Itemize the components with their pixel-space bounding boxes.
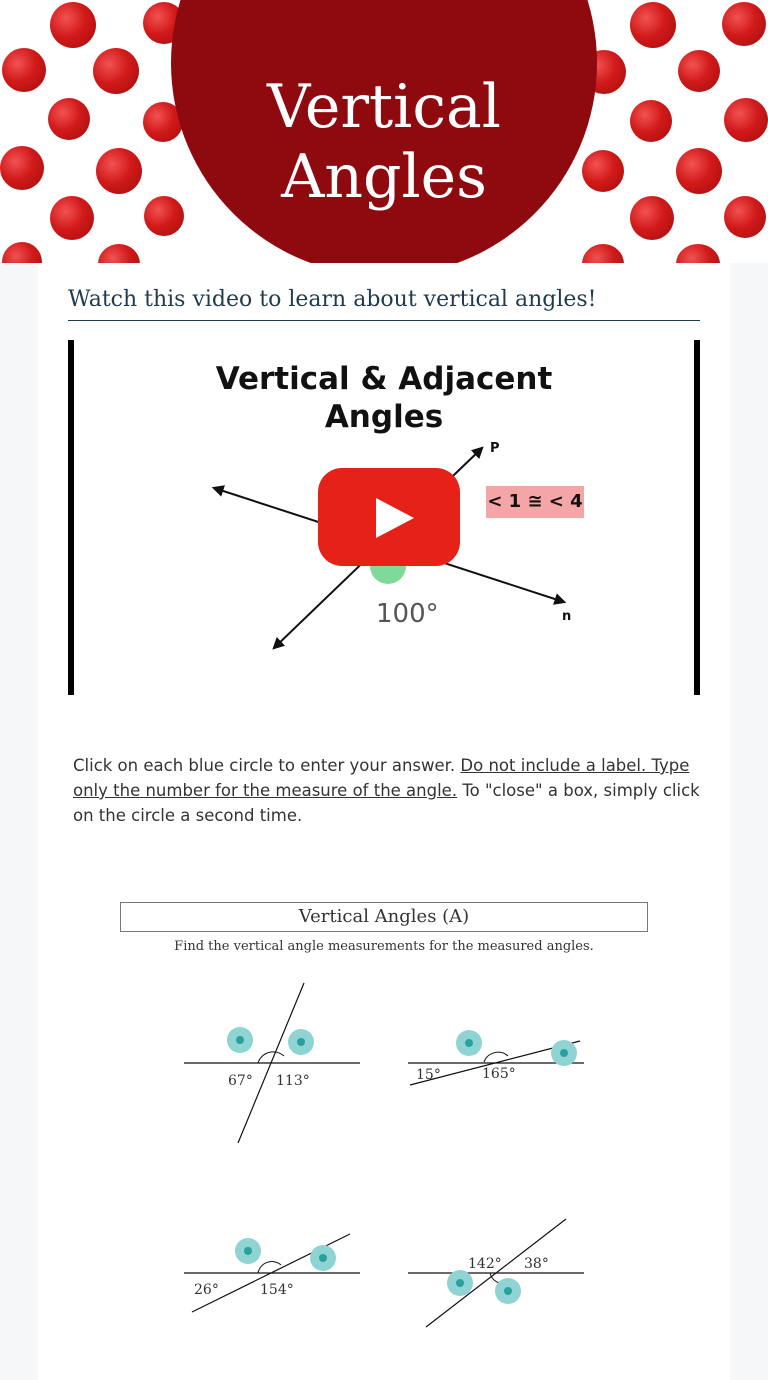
angle-label: 67° <box>228 1073 253 1089</box>
angle-label: 154° <box>260 1282 294 1298</box>
answer-circle-dot <box>465 1039 473 1047</box>
angle-label: 165° <box>482 1066 516 1082</box>
answer-circle-dot <box>297 1038 305 1046</box>
title-line-1: Vertical <box>267 72 501 142</box>
video-title-line-2: Angles <box>324 399 444 435</box>
thumbnail-label-n: n <box>562 609 572 624</box>
worksheet-card <box>38 263 730 1380</box>
polka-dot <box>630 196 674 240</box>
instructions-part-1: Click on each blue circle to enter your answer. <box>73 756 461 775</box>
page-title <box>171 72 597 212</box>
polka-dot <box>676 148 722 194</box>
polka-dot <box>2 242 42 263</box>
polka-dot <box>724 98 768 142</box>
polka-dot <box>48 98 90 140</box>
worksheet-subtitle: Find the vertical angle measurements for the measured angles. <box>174 939 594 954</box>
video-title-line-1: Vertical & Adjacent <box>215 361 553 397</box>
video-player[interactable] <box>68 340 700 695</box>
polka-dot <box>98 244 140 263</box>
polka-dot <box>630 2 676 48</box>
polka-dot <box>630 100 672 142</box>
thumbnail-angle-value: 100° <box>376 599 439 629</box>
section-heading: Watch this video to learn about vertical angles! <box>68 287 700 321</box>
polka-dot <box>722 2 766 46</box>
polka-dot <box>93 48 139 94</box>
angle-label: 38° <box>524 1256 549 1272</box>
header-banner <box>0 0 768 263</box>
problem-4-diagram <box>404 1213 594 1333</box>
angle-label: 26° <box>194 1282 219 1298</box>
polka-dot <box>678 50 720 92</box>
polka-dot <box>676 244 720 263</box>
answer-circle-dot <box>504 1287 512 1295</box>
angle-arc <box>258 1262 281 1273</box>
angle-label: 113° <box>276 1073 310 1089</box>
instructions-part-2: Do not include a label. Type only the number for the measure of the angle. <box>73 756 690 800</box>
answer-circle-dot <box>319 1254 327 1262</box>
angle-label: 15° <box>416 1067 441 1083</box>
problem-3-diagram <box>178 1228 368 1318</box>
polka-dot <box>96 148 142 194</box>
polka-dot <box>0 146 44 190</box>
worksheet-title: Vertical Angles (A) <box>120 902 648 932</box>
problem-1-diagram <box>178 978 368 1148</box>
answer-circle-dot <box>560 1049 568 1057</box>
play-icon[interactable] <box>318 468 460 566</box>
answer-circle-dot <box>236 1036 244 1044</box>
answer-circle-dot <box>244 1247 252 1255</box>
congruence-box: < 1 ≅ < 4 <box>486 486 584 518</box>
answer-circle-dot <box>456 1279 464 1287</box>
title-line-2: Angles <box>281 142 487 212</box>
angle-label: 142° <box>468 1256 502 1272</box>
polka-dot <box>724 196 766 238</box>
instructions-part-3: To "close" a box, simply click on the circle a second time. <box>73 781 700 825</box>
angle-arc <box>258 1052 284 1063</box>
thumbnail-label-p: P <box>490 441 500 456</box>
instructions-text <box>73 753 703 828</box>
polka-dot <box>50 196 94 240</box>
polka-dot <box>2 48 46 92</box>
problem-2-diagram <box>404 1023 594 1093</box>
polka-dot <box>582 244 624 263</box>
polka-dot <box>50 2 96 48</box>
